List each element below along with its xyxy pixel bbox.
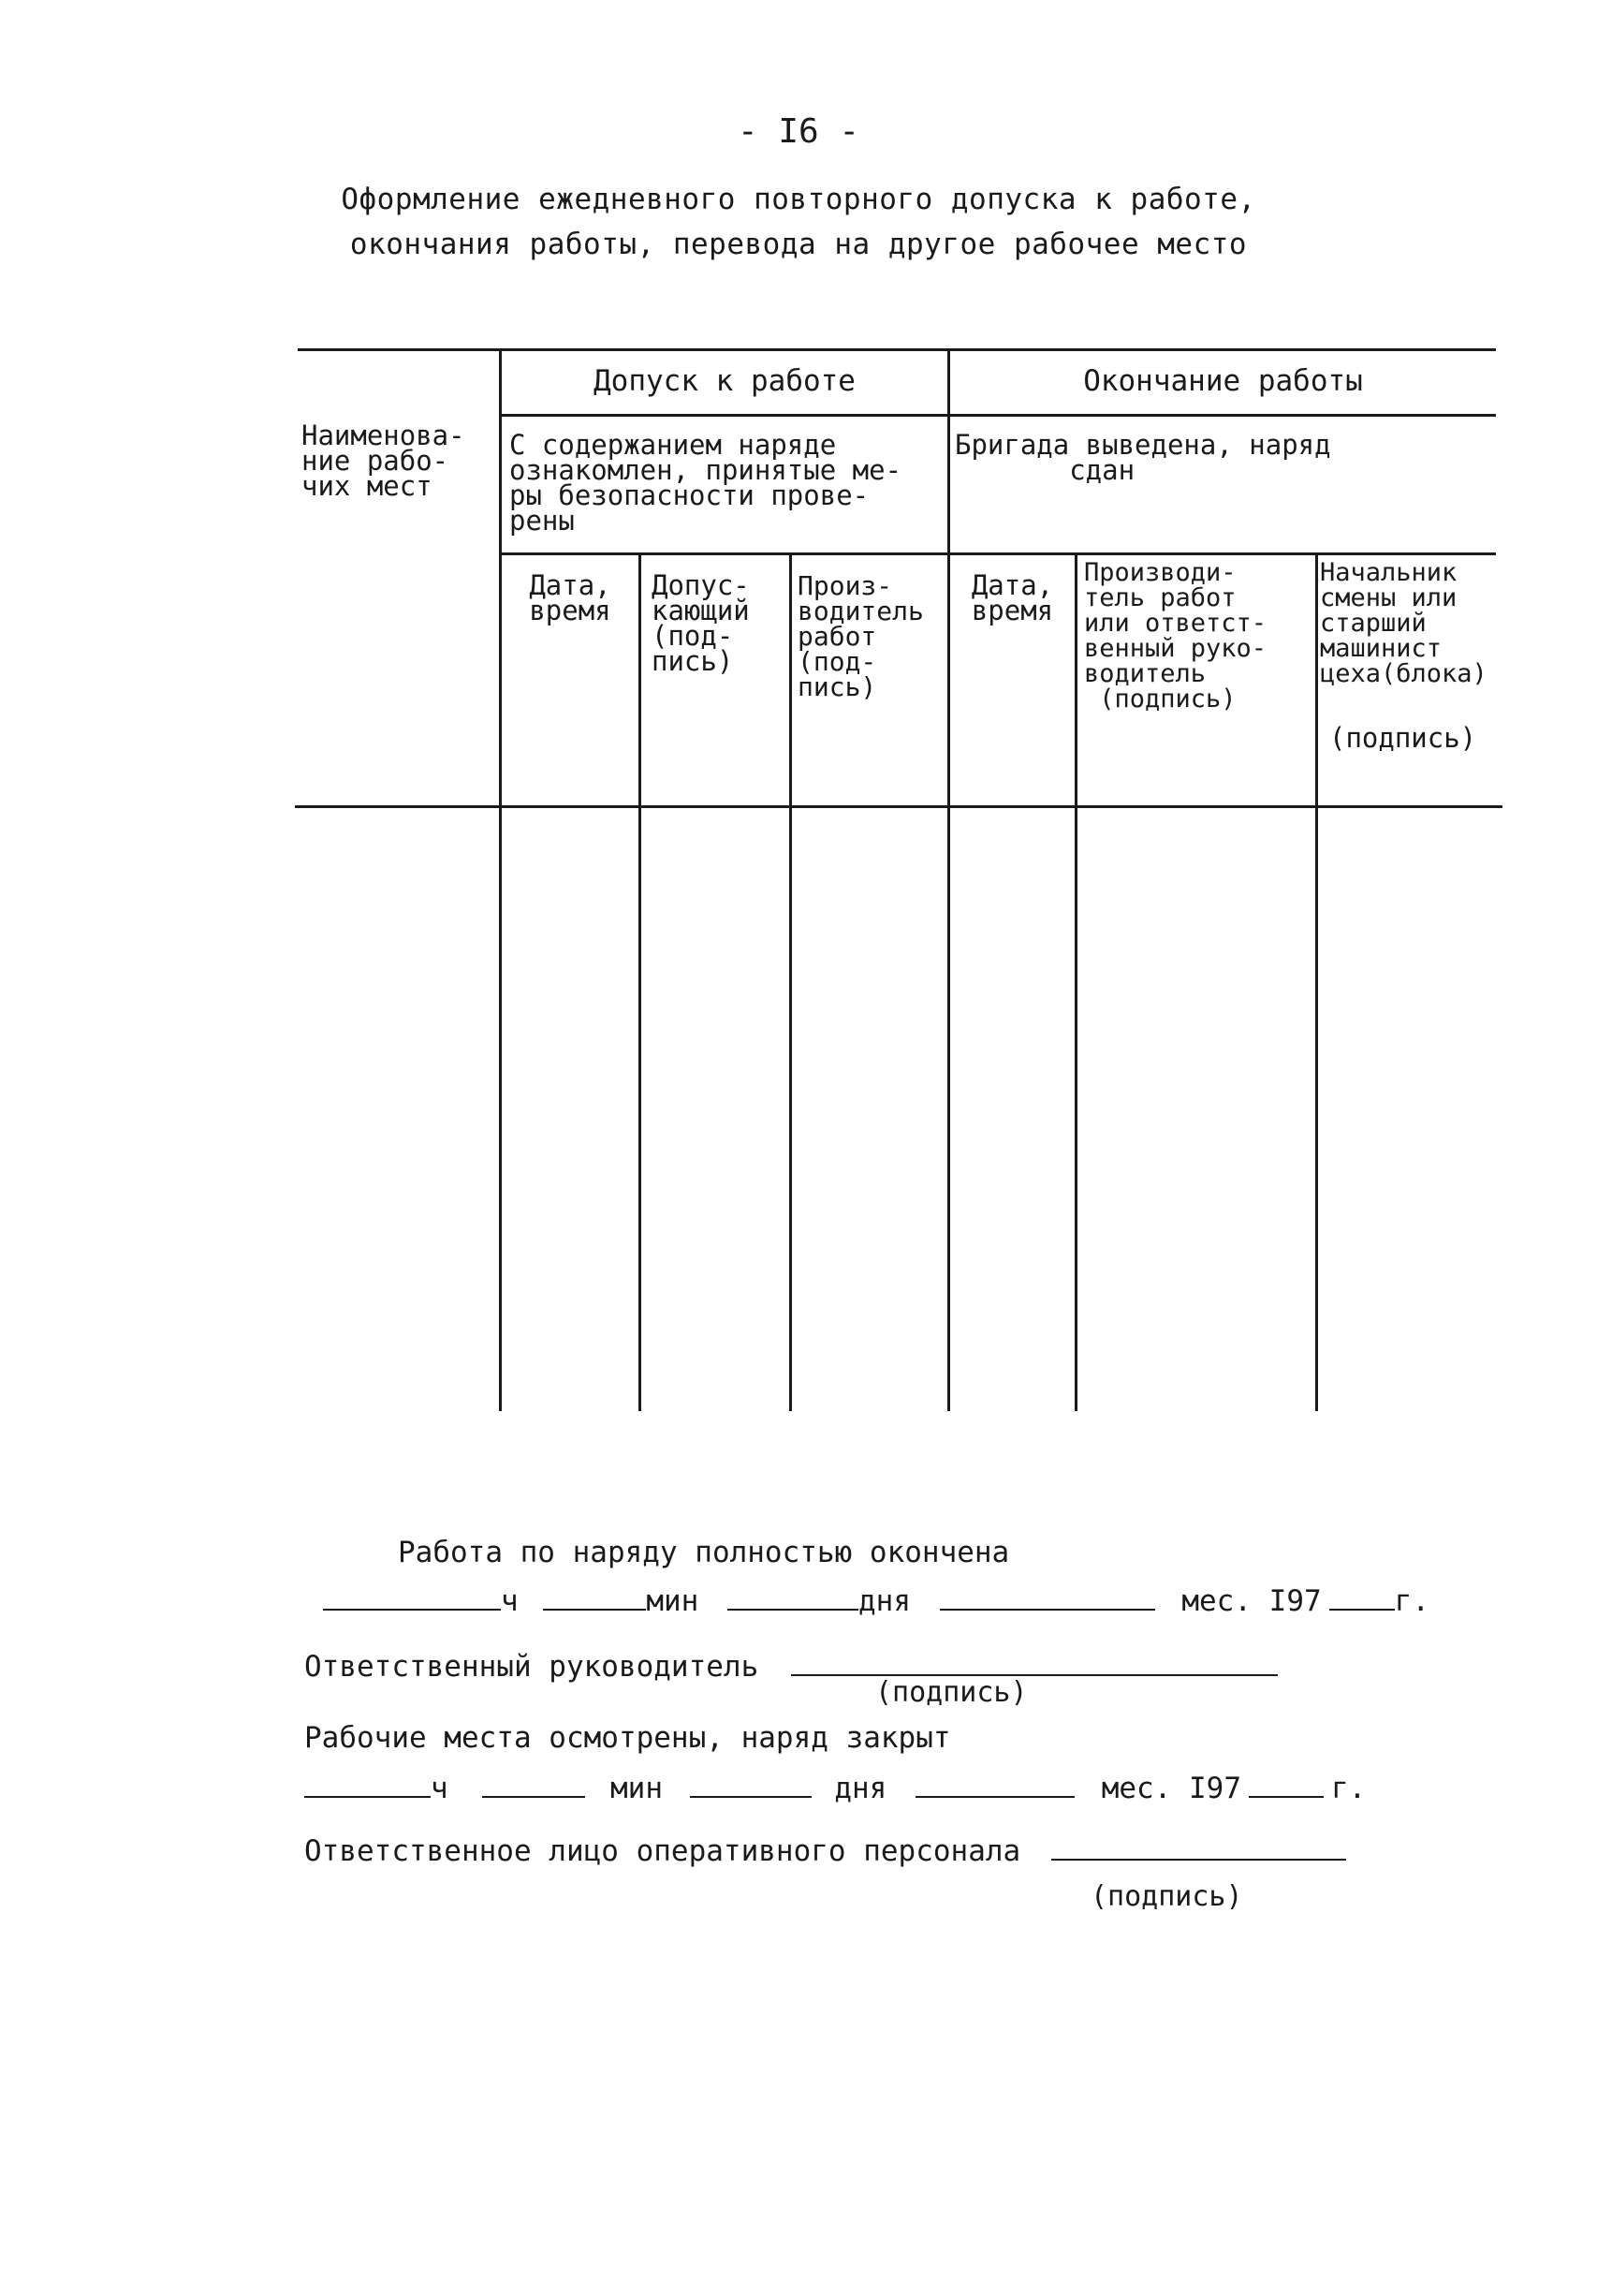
- day-blank[interactable]: [727, 1581, 858, 1611]
- column-divider-1: [499, 348, 502, 1411]
- table-top-border: [298, 348, 1496, 351]
- completion-datetime-row: [323, 1581, 1429, 1618]
- subheader-shift-chief: Начальник смены или старший машинист цеха(блока): [1320, 558, 1487, 688]
- admission-note: С содержанием наряде ознакомлен, принятые ме- ры безопасности прове- рены: [509, 429, 902, 537]
- minute-label-2: мин: [610, 1772, 664, 1805]
- responsible-person-label: Ответственное лицо оперативного персонала: [304, 1834, 1021, 1868]
- column-divider-3: [789, 552, 792, 1411]
- document-title-line-2: окончания работы, перевода на другое рабочее место: [349, 228, 1248, 261]
- completion-note: Бригада выведена, наряд сдан: [955, 429, 1331, 486]
- group-header-divider: [501, 414, 1496, 417]
- work-done-line: Работа по наряду полностью окончена: [398, 1536, 1010, 1569]
- signature-hint-2: (подпись): [1091, 1880, 1243, 1913]
- header-workplace: Наименова- ние рабо- чих мест: [301, 419, 465, 502]
- column-divider-2: [638, 552, 641, 1411]
- day-label: дня: [858, 1584, 912, 1618]
- month-year-label: мес. I97: [1181, 1584, 1322, 1618]
- document-title-line-1: Оформление ежедневного повторного допуска к работе,: [341, 183, 1256, 216]
- subheader-producer-completion: Производи- тель работ или ответст- венный руко- водитель (подпись): [1084, 558, 1267, 714]
- subheader-producer-admission: Произ- водитель работ (под- пись): [798, 570, 924, 702]
- header-completion-group: Окончание работы: [1083, 364, 1363, 398]
- day-label-2: дня: [834, 1772, 887, 1805]
- year-suffix-2: г.: [1331, 1772, 1367, 1805]
- responsible-person-signature-blank[interactable]: [1051, 1831, 1346, 1861]
- minute-blank[interactable]: [543, 1581, 646, 1611]
- subheader-date-admission: Дата, время: [529, 569, 611, 626]
- minute-blank-2[interactable]: [482, 1768, 585, 1798]
- subheader-admitter: Допус- кающий (под- пись): [652, 569, 750, 677]
- hour-blank-2[interactable]: [304, 1768, 431, 1798]
- day-blank-2[interactable]: [690, 1768, 812, 1798]
- year-blank-2[interactable]: [1249, 1768, 1324, 1798]
- month-blank[interactable]: [940, 1581, 1155, 1611]
- responsible-person-row: [304, 1831, 1346, 1868]
- responsible-head-label: Ответственный руководитель: [304, 1650, 759, 1684]
- hour-blank[interactable]: [323, 1581, 501, 1611]
- column-divider-4: [947, 348, 950, 1411]
- header-admission-group: Допуск к работе: [593, 364, 856, 398]
- minute-label: мин: [646, 1584, 699, 1618]
- year-suffix: г.: [1394, 1584, 1429, 1618]
- subheader-date-completion: Дата, время: [971, 569, 1054, 626]
- month-year-label-2: мес. I97: [1101, 1772, 1242, 1805]
- header-bottom-border: [295, 805, 1502, 808]
- page-number: - I6 -: [737, 112, 860, 151]
- column-divider-5: [1075, 552, 1077, 1411]
- column-divider-6: [1315, 552, 1318, 1411]
- subheader-divider: [501, 552, 1496, 555]
- year-blank[interactable]: [1329, 1581, 1395, 1611]
- hour-label: ч: [501, 1584, 519, 1618]
- responsible-head-row: [304, 1646, 1278, 1684]
- closure-datetime-row: [304, 1768, 1366, 1805]
- hour-label-2: ч: [431, 1772, 448, 1805]
- subheader-shift-chief-signature: (подпись): [1329, 722, 1477, 754]
- signature-hint-1: (подпись): [875, 1676, 1028, 1709]
- month-blank-2[interactable]: [916, 1768, 1075, 1798]
- responsible-head-signature-blank[interactable]: [791, 1646, 1278, 1676]
- workplaces-closed-line: Рабочие места осмотрены, наряд закрыт: [304, 1721, 951, 1755]
